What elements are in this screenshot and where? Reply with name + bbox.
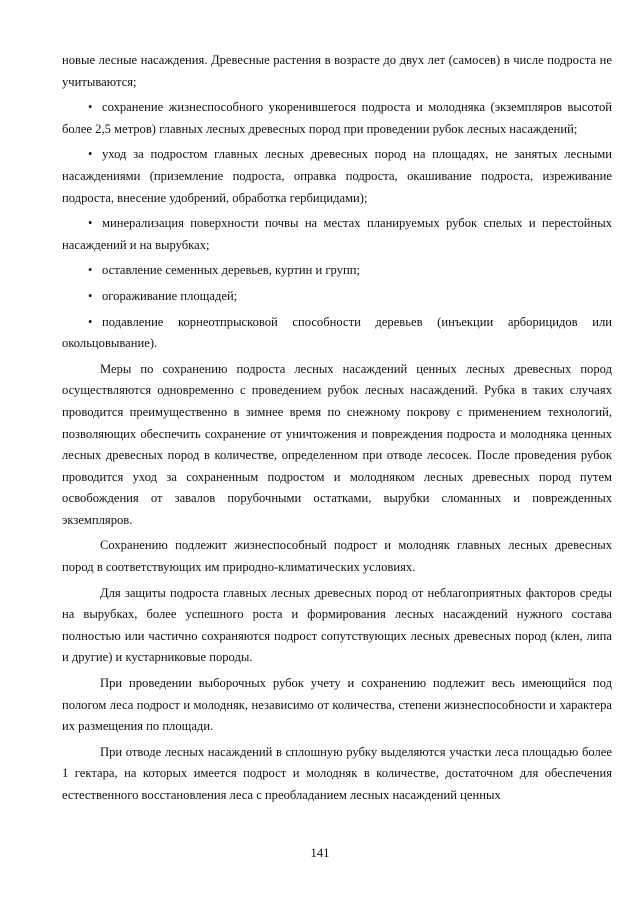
page-number: 141 xyxy=(310,846,330,860)
bullet-item-1 xyxy=(62,97,612,140)
bullet-item-4 xyxy=(62,260,612,282)
bullet-item-text: сохранение жизнеспособного укоренившегося подроста и молодняка (экземпляров высотой более 2,5 метров) главных лесных древесных пород при проведении рубок лесных насаждений; xyxy=(62,100,612,136)
bullet-item-6 xyxy=(62,312,612,355)
bullet-icon: • xyxy=(88,100,93,115)
bullet-icon: • xyxy=(88,314,93,329)
bullet-item-text: уход за подростом главных лесных древесных пород на площадях, не занятых лесными насаждениями (приземление подроста, оправка подроста, окашивание подроста, изреживание подроста, внесение удобрений, обработка гербицидами); xyxy=(62,147,612,205)
bullet-icon: • xyxy=(88,216,93,231)
document-body xyxy=(62,50,612,811)
bullet-icon: • xyxy=(88,147,93,162)
bullet-item-2 xyxy=(62,144,612,209)
paragraph-7: Меры по сохранению подроста лесных насаждений ценных лесных древесных пород осуществляются одновременно с проведением рубок лесных насаждений. Рубка в таких случаях проводится преимущественно в зимнее время по снежному покрову с применением технологий, позволяющих обеспечить сохранение от уничтожения и повреждения подроста и молодняка ценных лесных древесных пород в количестве, определенном при отводе лесосек. После проведения рубок проводится уход за сохраненным подростом и молодняком лесных древесных пород путем освобождения от завалов порубочными остатками, вырубки сломанных и поврежденных экземпляров. xyxy=(62,361,612,527)
paragraph-10: При проведении выборочных рубок учету и сохранению подлежит весь имеющийся под пологом леса подрост и молодняк, независимо от количества, степени жизнеспособности и характера их размещения по площади. xyxy=(62,676,612,734)
bullet-item-text: оставление семенных деревьев, куртин и групп; xyxy=(102,263,360,278)
paragraph-11: При отводе лесных насаждений в сплошную рубку выделяются участки леса площадью более 1 гектара, на которых имеется подрост и молодняк в количестве, достаточном для обеспечения естественного восстановления леса с преобладанием лесных насаждений ценных xyxy=(62,744,612,802)
paragraph-0: новые лесные насаждения. Древесные растения в возрасте до двух лет (самосев) в числе подроста не учитываются; xyxy=(62,53,612,89)
paragraph-9: Для защиты подроста главных лесных древесных пород от неблагоприятных факторов среды на вырубках, более успешного роста и формирования лесных насаждений нужного состава полностью или частично сохраняются подрост сопутствующих лесных древесных пород (клен, липа и другие) и кустарниковые породы. xyxy=(62,585,612,665)
bullet-item-text: минерализация поверхности почвы на местах планируемых рубок спелых и перестойных насаждений и на вырубках; xyxy=(62,216,612,252)
bullet-icon: • xyxy=(88,288,93,303)
bullet-item-text: огораживание площадей; xyxy=(102,288,238,303)
bullet-icon: • xyxy=(88,263,93,278)
bullet-item-text: подавление корнеотпрысковой способности деревьев (инъекции арборицидов или окольцовывание). xyxy=(62,314,612,351)
bullet-item-3 xyxy=(62,213,612,256)
paragraph-8: Сохранению подлежит жизнеспособный подрост и молодняк главных лесных древесных пород в соответствующих им природно-климатических условиях. xyxy=(62,538,612,575)
bullet-item-5 xyxy=(62,286,612,308)
